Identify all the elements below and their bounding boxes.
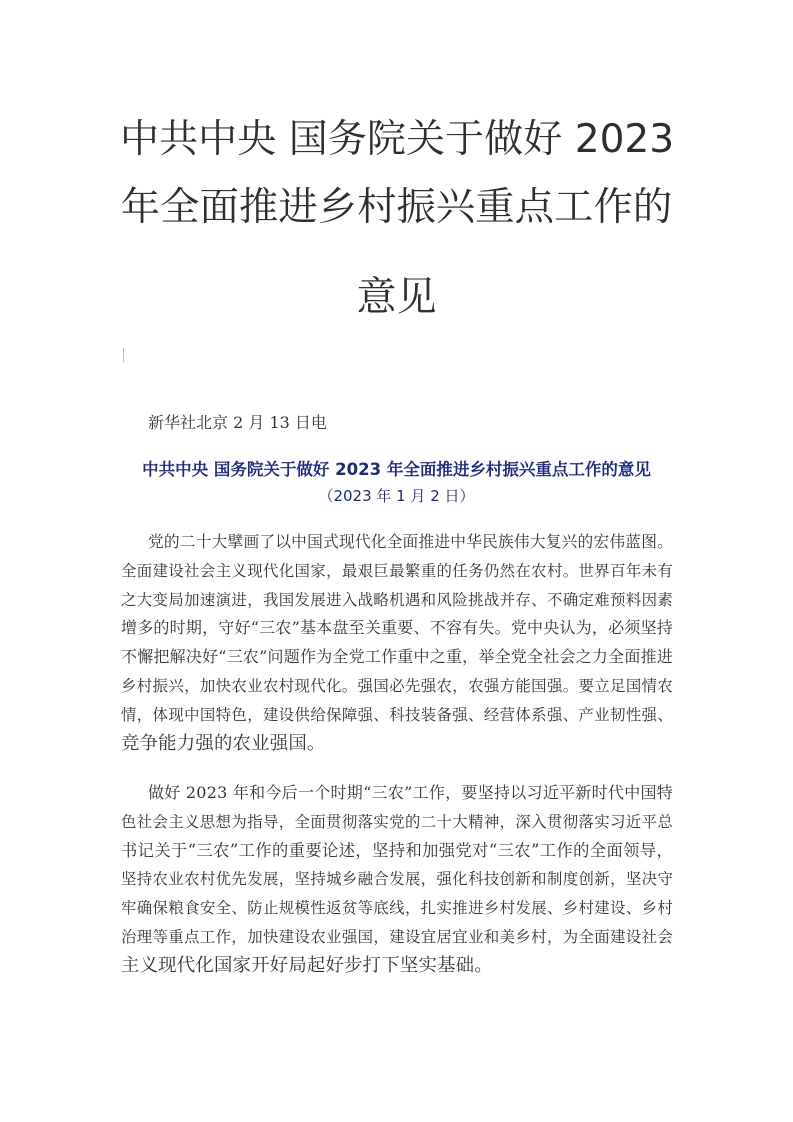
paragraph-line: 牢确保粮食安全、防止规模性返贫等底线，扎实推进乡村发展、乡村建设、乡村 [121, 899, 673, 918]
paragraph-line: 主义现代化国家开好局起好步打下坚实基础。 [121, 954, 493, 976]
paragraph-1 [121, 528, 673, 758]
document-title-line-1: 中共中央 国务院关于做好 2023 [120, 117, 675, 162]
paragraph-line: 全面建设社会主义现代化国家，最艰巨最繁重的任务仍然在农村。世界百年未有 [121, 561, 673, 580]
subheading-date: （2023 年 1 月 2 日） [318, 487, 475, 505]
paragraph-line: 之大变局加速演进，我国发展进入战略机遇和风险挑战并存、不确定难预料因素 [121, 590, 673, 609]
dateline: 新华社北京 2 月 13 日电 [148, 413, 327, 432]
paragraph-line: 情，体现中国特色，建设供给保障强、科技装备强、经营体系强、产业韧性强、 [121, 705, 673, 724]
paragraph-line: 做好 2023 年和今后一个时期“三农”工作，要坚持以习近平新时代中国特 [148, 783, 673, 802]
paragraph-line: 治理等重点工作，加快建设农业强国，建设宜居宜业和美乡村，为全面建设社会 [121, 927, 673, 946]
text-cursor-mark [123, 348, 124, 362]
paragraph-2 [121, 779, 673, 981]
paragraph-line: 书记关于“三农”工作的重要论述，坚持和加强党对“三农”工作的全面领导， [121, 840, 673, 860]
paragraph-line: 竞争能力强的农业强国。 [121, 732, 326, 754]
subheading: 中共中央 国务院关于做好 2023 年全面推进乡村振兴重点工作的意见 [142, 460, 651, 479]
document-title-line-3: 意见 [356, 274, 437, 320]
paragraph-line: 色社会主义思想为指导，全面贯彻落实党的二十大精神，深入贯彻落实习近平总 [121, 812, 673, 831]
paragraph-line: 坚持农业农村优先发展，坚持城乡融合发展，强化科技创新和制度创新，坚决守 [121, 870, 673, 889]
paragraph-line: 乡村振兴，加快农业农村现代化。强国必先强农，农强方能国强。要立足国情农 [121, 676, 673, 695]
paragraph-line: 党的二十大擘画了以中国式现代化全面推进中华民族伟大复兴的宏伟蓝图。 [148, 532, 673, 551]
document-title-line-2: 年全面推进乡村振兴重点工作的 [120, 184, 673, 230]
paragraph-line: 增多的时期，守好“三农”基本盘至关重要、不容有失。党中央认为，必须坚持 [121, 618, 673, 638]
paragraph-line: 不懈把解决好“三农”问题作为全党工作重中之重，举全党全社会之力全面推进 [121, 647, 673, 667]
